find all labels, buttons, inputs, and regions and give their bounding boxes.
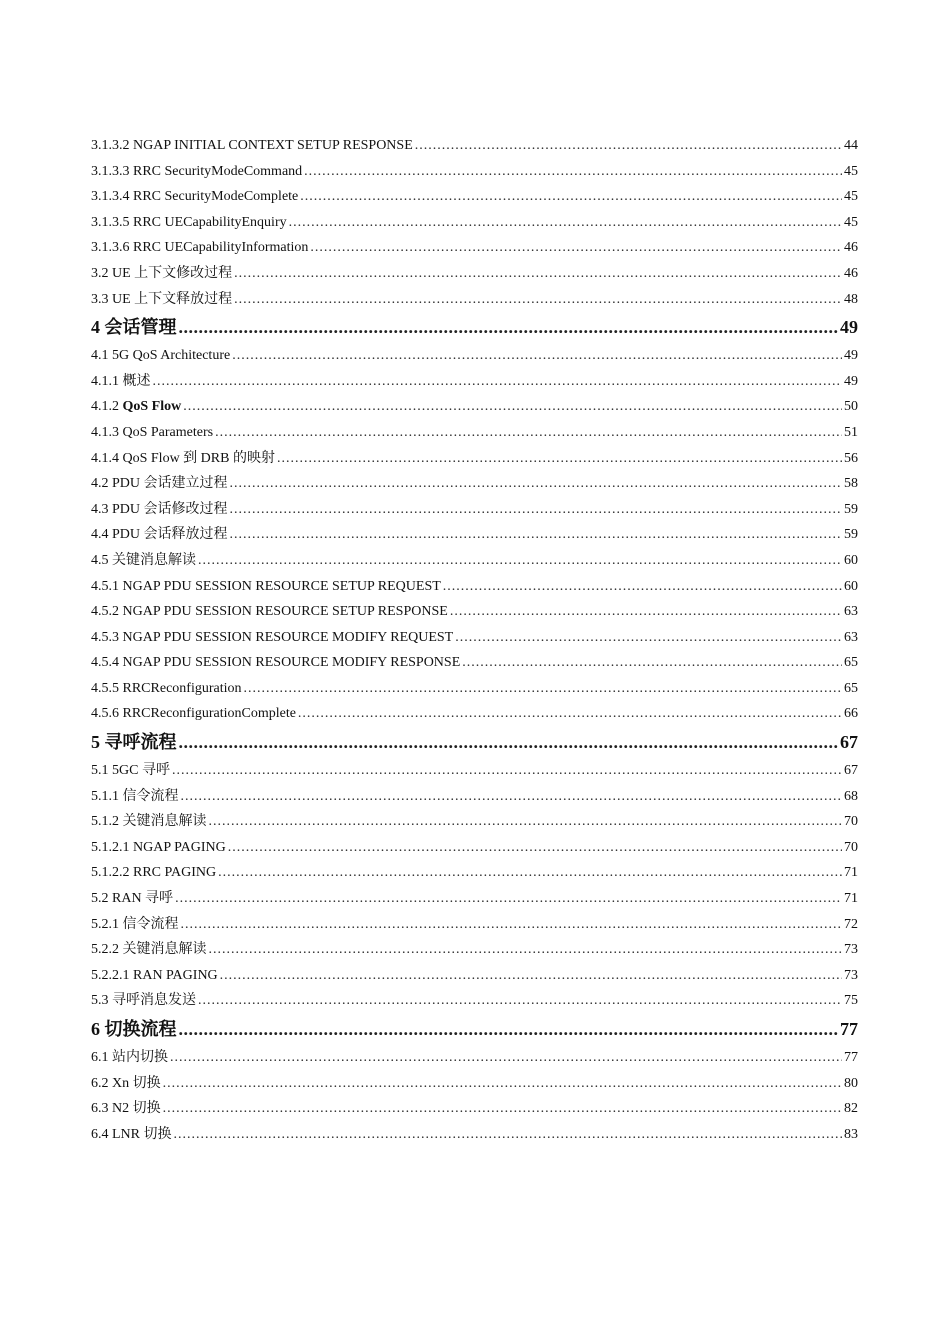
toc-page-number: 49 <box>840 317 858 338</box>
toc-entry[interactable] <box>91 890 858 908</box>
toc-entry-label <box>91 705 296 723</box>
toc-entry[interactable] <box>91 654 858 672</box>
toc-entry-label-text: 6.3 N2 切换 <box>91 1101 161 1117</box>
dot-leader <box>181 788 843 806</box>
toc-page-number: 67 <box>840 732 858 753</box>
toc-entry-label-text: 5 寻呼流程 <box>91 732 177 753</box>
toc-page-number: 80 <box>844 1075 858 1091</box>
toc-entry-label-text: 3.1.3.3 RRC SecurityModeCommand <box>91 163 303 179</box>
toc-entry-label <box>91 629 453 647</box>
toc-entry-label <box>91 188 298 206</box>
toc-entry-label-text: 5.2 RAN 寻呼 <box>91 891 174 907</box>
toc-entry-label <box>91 603 448 621</box>
dot-leader <box>298 705 842 723</box>
toc-entry[interactable] <box>91 1126 858 1144</box>
toc-entry-label <box>91 347 230 365</box>
toc-entry[interactable] <box>91 398 858 416</box>
toc-entry[interactable] <box>91 941 858 959</box>
toc-entry-label <box>91 967 218 985</box>
toc-entry-label <box>91 654 460 672</box>
toc-entry-label-text: 4 会话管理 <box>91 317 177 338</box>
toc-entry-label <box>91 373 151 391</box>
toc-entry[interactable] <box>91 788 858 806</box>
dot-leader <box>198 552 842 570</box>
toc-page-number: 70 <box>844 839 858 855</box>
toc-page-number: 65 <box>844 655 858 671</box>
toc-entry[interactable] <box>91 578 858 596</box>
dot-leader <box>230 526 842 544</box>
toc-entry-label-text: 6.1 站内切换 <box>91 1050 168 1065</box>
toc-entry-label <box>91 475 228 493</box>
toc-page-number: 63 <box>844 629 858 645</box>
toc-entry-label <box>91 398 181 416</box>
toc-page-number: 67 <box>844 763 858 779</box>
toc-page-number: 70 <box>844 814 858 830</box>
toc-page-number: 73 <box>844 967 858 983</box>
toc-entry-label <box>91 578 441 596</box>
toc-entry[interactable] <box>91 501 858 519</box>
dot-leader <box>462 654 842 672</box>
toc-entry[interactable] <box>91 705 858 723</box>
toc-entry[interactable] <box>91 992 858 1010</box>
toc-entry-label <box>91 552 196 570</box>
dot-leader <box>153 373 843 391</box>
dot-leader <box>181 916 843 934</box>
toc-entry[interactable] <box>91 967 858 985</box>
toc-entry[interactable] <box>91 552 858 570</box>
toc-page-number: 48 <box>844 291 858 307</box>
dot-leader <box>300 188 842 206</box>
toc-entry-label-text: 4.5.1 NGAP PDU SESSION RESOURCE SETUP REQUEST <box>91 578 441 594</box>
dot-leader <box>163 1075 842 1093</box>
toc-page-number: 58 <box>844 476 858 492</box>
dot-leader <box>234 265 842 283</box>
dot-leader <box>455 629 842 647</box>
dot-leader <box>289 214 842 232</box>
toc-entry-label-text: 4.5.5 RRCReconfiguration <box>91 680 242 696</box>
toc-entry-label-text: 5.1.2 关键消息解读 <box>91 814 207 830</box>
dot-leader <box>415 137 842 155</box>
toc-entry-label-text: 4.4 PDU 会话释放过程 <box>91 527 228 543</box>
toc-page-number: 59 <box>844 527 858 543</box>
toc-entry[interactable] <box>91 526 858 544</box>
toc-entry-label-text: 3.3 UE 上下文释放过程 <box>91 291 233 307</box>
toc-entry-label-text: 4.5.3 NGAP PDU SESSION RESOURCE MODIFY REQUEST <box>91 629 454 645</box>
toc-entry-label <box>91 890 173 908</box>
toc-entry[interactable] <box>91 813 858 831</box>
toc-entry-label-text: 4.3 PDU 会话修改过程 <box>91 501 228 517</box>
dot-leader <box>179 731 839 753</box>
dot-leader <box>183 398 842 416</box>
toc-entry-label <box>91 839 226 857</box>
toc-page-number: 73 <box>844 942 858 958</box>
dot-leader <box>170 1049 842 1067</box>
toc-page-number: 46 <box>844 265 858 281</box>
toc-entry[interactable] <box>91 163 858 181</box>
toc-entry-label <box>91 501 228 519</box>
toc-page-number: 71 <box>844 865 858 881</box>
dot-leader <box>244 680 843 698</box>
dot-leader <box>304 163 842 181</box>
toc-entry-label-text: 6.4 LNR 切换 <box>91 1126 172 1142</box>
toc-entry-label <box>91 1100 161 1118</box>
toc-entry[interactable] <box>91 214 858 232</box>
toc-entry-label-text: 3.1.3.6 RRC UECapabilityInformation <box>91 240 309 256</box>
toc-entry-label <box>91 137 413 155</box>
toc-entry[interactable] <box>91 450 858 468</box>
toc-entry-label <box>91 1075 161 1093</box>
toc-entry-label-text: 4.5 关键消息解读 <box>91 552 196 568</box>
toc-entry-label <box>91 1126 172 1144</box>
toc-entry-label <box>91 992 196 1010</box>
dot-leader <box>179 1018 839 1040</box>
toc-entry[interactable] <box>91 629 858 647</box>
toc-entry-label-text: 5.1 5GC 寻呼 <box>91 763 170 779</box>
toc-page-number: 46 <box>844 240 858 256</box>
dot-leader <box>310 239 842 257</box>
toc-entry[interactable] <box>91 916 858 934</box>
toc-page-number: 83 <box>844 1126 858 1142</box>
toc-entry-label <box>91 1018 177 1040</box>
toc-page-number: 60 <box>844 578 858 594</box>
toc-entry[interactable] <box>91 1049 858 1067</box>
toc-entry-label-text: 4.5.4 NGAP PDU SESSION RESOURCE MODIFY RESPONSE <box>91 655 461 671</box>
toc-entry-label <box>91 864 216 882</box>
toc-entry-label <box>91 526 228 544</box>
toc-entry-label <box>91 450 275 468</box>
toc-entry-label <box>91 1049 168 1067</box>
toc-entry[interactable] <box>91 424 858 442</box>
toc-page-number: 66 <box>844 706 858 722</box>
dot-leader <box>220 967 842 985</box>
dot-leader <box>163 1100 842 1118</box>
toc-page-number: 45 <box>844 189 858 205</box>
toc-entry-label <box>91 424 213 442</box>
toc-entry-label <box>91 316 177 338</box>
toc-entry[interactable] <box>91 839 858 857</box>
toc-page-number: 49 <box>844 348 858 364</box>
toc-entry-label <box>91 239 308 257</box>
dot-leader <box>218 864 842 882</box>
toc-entry-label <box>91 762 170 780</box>
toc-entry-label-text: 5.2.1 信令流程 <box>91 916 179 932</box>
toc-entry[interactable] <box>91 188 858 206</box>
toc-entry-label <box>91 731 177 753</box>
toc-entry-label <box>91 813 207 831</box>
toc-entry-label <box>91 163 302 181</box>
dot-leader <box>232 347 842 365</box>
toc-entry-label <box>91 941 207 959</box>
toc-entry-label-bold: QoS Flow <box>122 399 182 415</box>
toc-entry[interactable] <box>91 762 858 780</box>
toc-entry[interactable] <box>91 680 858 698</box>
toc-entry-label-text: 4.1 5G QoS Architecture <box>91 348 231 364</box>
dot-leader <box>450 603 842 621</box>
toc-entry-label-text: 3.1.3.5 RRC UECapabilityEnquiry <box>91 214 287 230</box>
toc-entry[interactable] <box>91 603 858 621</box>
toc-page-number: 77 <box>840 1019 858 1039</box>
toc-entry[interactable] <box>91 1100 858 1118</box>
toc-page-number: 45 <box>844 214 858 230</box>
dot-leader <box>230 501 842 519</box>
toc-page-number: 77 <box>844 1050 858 1065</box>
toc-page-number: 56 <box>844 450 858 466</box>
toc-entry[interactable] <box>91 475 858 493</box>
toc-page-number: 63 <box>844 604 858 620</box>
dot-leader <box>209 941 843 959</box>
dot-leader <box>198 992 842 1010</box>
dot-leader <box>443 578 842 596</box>
toc-entry-label-text: 4.2 PDU 会话建立过程 <box>91 476 228 492</box>
toc-entry[interactable] <box>91 239 858 257</box>
toc-page-number: 60 <box>844 552 858 568</box>
toc-entry[interactable] <box>91 373 858 391</box>
toc-entry-label <box>91 680 242 698</box>
toc-entry-label-text: 5.2.2 关键消息解读 <box>91 942 207 958</box>
toc-page-number: 44 <box>844 138 858 153</box>
toc-page-number: 51 <box>844 424 858 440</box>
toc-entry-label-text: 5.1.1 信令流程 <box>91 788 179 804</box>
toc-entry[interactable] <box>91 1075 858 1093</box>
toc-entry-label-text: 5.2.2.1 RAN PAGING <box>91 967 218 983</box>
toc-page-number: 45 <box>844 163 858 179</box>
dot-leader <box>230 475 842 493</box>
toc-page-number: 65 <box>844 680 858 696</box>
dot-leader <box>174 1126 843 1144</box>
toc-page-number: 71 <box>844 891 858 907</box>
toc-entry-label <box>91 265 232 283</box>
toc-page-number: 59 <box>844 501 858 517</box>
toc-entry-label-text: 3.2 UE 上下文修改过程 <box>91 265 233 281</box>
toc-page-number: 49 <box>844 373 858 389</box>
toc-entry[interactable] <box>91 347 858 365</box>
toc-entry-label-text: 4.5.6 RRCReconfigurationComplete <box>91 706 296 722</box>
toc-page-number: 82 <box>844 1101 858 1117</box>
toc-chapter-entry[interactable] <box>91 731 858 753</box>
toc-entry-label <box>91 214 287 232</box>
toc-entry-label-text: 5.3 寻呼消息发送 <box>91 993 196 1009</box>
dot-leader <box>234 291 842 309</box>
toc-entry-label-text: 4.1.4 QoS Flow 到 DRB 的映射 <box>91 450 275 466</box>
toc-entry-label-text: 5.1.2.1 NGAP PAGING <box>91 839 226 855</box>
toc-chapter-entry[interactable] <box>91 1018 858 1040</box>
toc-entry-label-text: 6 切换流程 <box>91 1019 177 1039</box>
toc-entry-label <box>91 788 179 806</box>
toc-page-number: 72 <box>844 916 858 932</box>
toc-entry[interactable] <box>91 291 858 309</box>
dot-leader <box>277 450 842 468</box>
toc-page-number: 50 <box>844 399 858 415</box>
dot-leader <box>179 316 839 338</box>
toc-entry-label-text: 4.5.2 NGAP PDU SESSION RESOURCE SETUP RESPONSE <box>91 604 448 620</box>
toc-entry-label <box>91 291 232 309</box>
toc-page-number: 68 <box>844 788 858 804</box>
toc-entry-label-text: 4.1.3 QoS Parameters <box>91 424 214 440</box>
toc-entry-label-text: 3.1.3.2 NGAP INITIAL CONTEXT SETUP RESPONSE <box>91 138 413 153</box>
dot-leader <box>209 813 843 831</box>
table-of-contents <box>91 137 858 1151</box>
toc-entry[interactable] <box>91 137 858 155</box>
dot-leader <box>215 424 842 442</box>
toc-entry-label <box>91 916 179 934</box>
toc-chapter-entry[interactable] <box>91 316 858 338</box>
toc-entry-label-text: 6.2 Xn 切换 <box>91 1075 161 1091</box>
dot-leader <box>172 762 842 780</box>
toc-entry-label-text: 4.1.2 <box>91 399 123 415</box>
dot-leader <box>228 839 842 857</box>
toc-entry[interactable] <box>91 864 858 882</box>
toc-entry-label-text: 3.1.3.4 RRC SecurityModeComplete <box>91 189 299 205</box>
toc-entry-label-text: 4.1.1 概述 <box>91 373 151 389</box>
toc-entry-label-text: 5.1.2.2 RRC PAGING <box>91 865 217 881</box>
toc-page-number: 75 <box>844 993 858 1009</box>
toc-entry[interactable] <box>91 265 858 283</box>
dot-leader <box>175 890 842 908</box>
